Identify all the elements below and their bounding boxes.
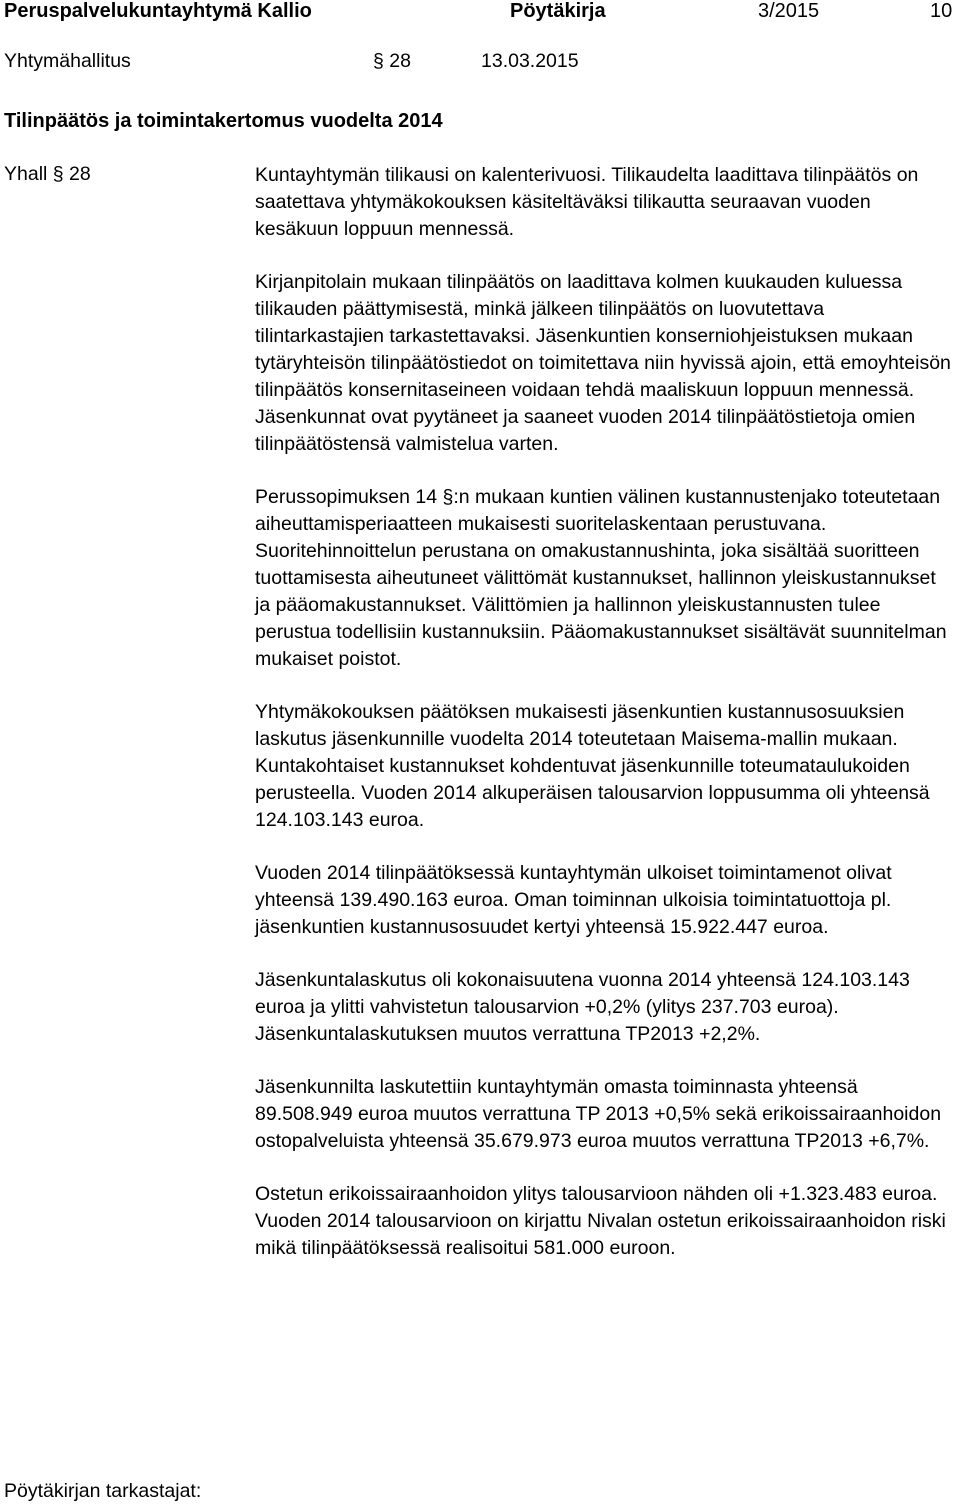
side-section-reference: Yhall § 28 <box>4 163 91 185</box>
organization-name: Peruspalvelukuntayhtymä Kallio <box>4 0 312 22</box>
governing-body: Yhtymähallitus <box>4 50 131 72</box>
minutes-reviewers-label: Pöytäkirjan tarkastajat: <box>4 1480 202 1502</box>
section-reference: § 28 <box>373 50 411 72</box>
paragraph: Perussopimuksen 14 §:n mukaan kuntien välinen kustannustenjako toteutetaan aiheuttamisperiaatteen mukaisesti suoritelaskentaan perustuvana. Suoritehinnoittelun perustana on omakustannushinta, joka sisältää suoritteen tuottamisesta aiheutuneet välittömät kustannukset, hallinnon yleiskustannukset ja pääomakustannukset. Välittömien ja hallinnon yleiskustannusten tulee perustua todellisiin kustannuksiin. Pääomakustannukset sisältävät suunnitelman mukaiset poistot. <box>255 486 947 670</box>
paragraph: Kirjanpitolain mukaan tilinpäätös on laadittava kolmen kuukauden kuluessa tilikauden päättymisestä, minkä jälkeen tilinpäätös on luovutettava tilintarkastajien tarkastettavaksi. Jäsenkuntien konserniohjeistuksen mukaan tytäryhteisön tilinpäätöstiedot on toimitettava niin hyvissä ajoin, että emoyhteisön tilinpäätös konsernitaseineen voidaan tehdä maaliskuun loppuun mennessä. Jäsenkunnat ovat pyytäneet ja saaneet vuoden 2014 tilinpäätöstietoja omien tilinpäätöstensä valmistelua varten. <box>255 271 951 455</box>
document-header <box>0 0 960 30</box>
page-number: 10 <box>930 0 953 22</box>
document-type: Pöytäkirja <box>510 0 606 22</box>
meeting-info <box>0 50 960 78</box>
paragraph: Yhtymäkokouksen päätöksen mukaisesti jäsenkuntien kustannusosuuksien laskutus jäsenkunnille vuodelta 2014 toteutetaan Maisema-mallin mukaan. Kuntakohtaiset kustannukset kohdentuvat jäsenkunnille toteumataulukoiden perusteella. Vuoden 2014 alkuperäisen talousarvion loppusumma oli yhteensä 124.103.143 euroa. <box>255 701 930 831</box>
paragraph: Kuntayhtymän tilikausi on kalenterivuosi. Tilikaudelta laadittava tilinpäätös on saatettava yhtymäkokouksen käsiteltäväksi tilikautta seuraavan vuoden kesäkuun loppuun mennessä. <box>255 164 919 240</box>
page-title: Tilinpäätös ja toimintakertomus vuodelta 2014 <box>4 110 443 132</box>
paragraph: Jäsenkunnilta laskutettiin kuntayhtymän omasta toiminnasta yhteensä 89.508.949 euroa muutos verrattuna TP 2013 +0,5% sekä erikoissairaanhoidon ostopalveluista yhteensä 35.679.973 euroa muutos verrattuna TP2013 +6,7%. <box>255 1076 942 1152</box>
document-number: 3/2015 <box>758 0 820 22</box>
paragraph: Vuoden 2014 tilinpäätöksessä kuntayhtymän ulkoiset toimintamenot olivat yhteensä 139.490.163 euroa. Oman toiminnan ulkoisia toimintatuottoja pl. jäsenkuntien kustannusosuudet kertyi yhteensä 15.922.447 euroa. <box>255 862 892 938</box>
paragraph: Jäsenkuntalaskutus oli kokonaisuutena vuonna 2014 yhteensä 124.103.143 euroa ja ylitti vahvistetun talousarvion +0,2% (ylitys 237.703 euroa). Jäsenkuntalaskutuksen muutos verrattuna TP2013 +2,2%. <box>255 969 910 1045</box>
document-body <box>255 162 955 1288</box>
paragraph: Ostetun erikoissairaanhoidon ylitys talousarvioon nähden oli +1.323.483 euroa. Vuoden 2014 talousarvioon on kirjattu Nivalan ostetun erikoissairaanhoidon riski mikä tilinpäätöksessä realisoitui 581.000 euroon. <box>255 1183 946 1259</box>
meeting-date: 13.03.2015 <box>481 50 579 72</box>
